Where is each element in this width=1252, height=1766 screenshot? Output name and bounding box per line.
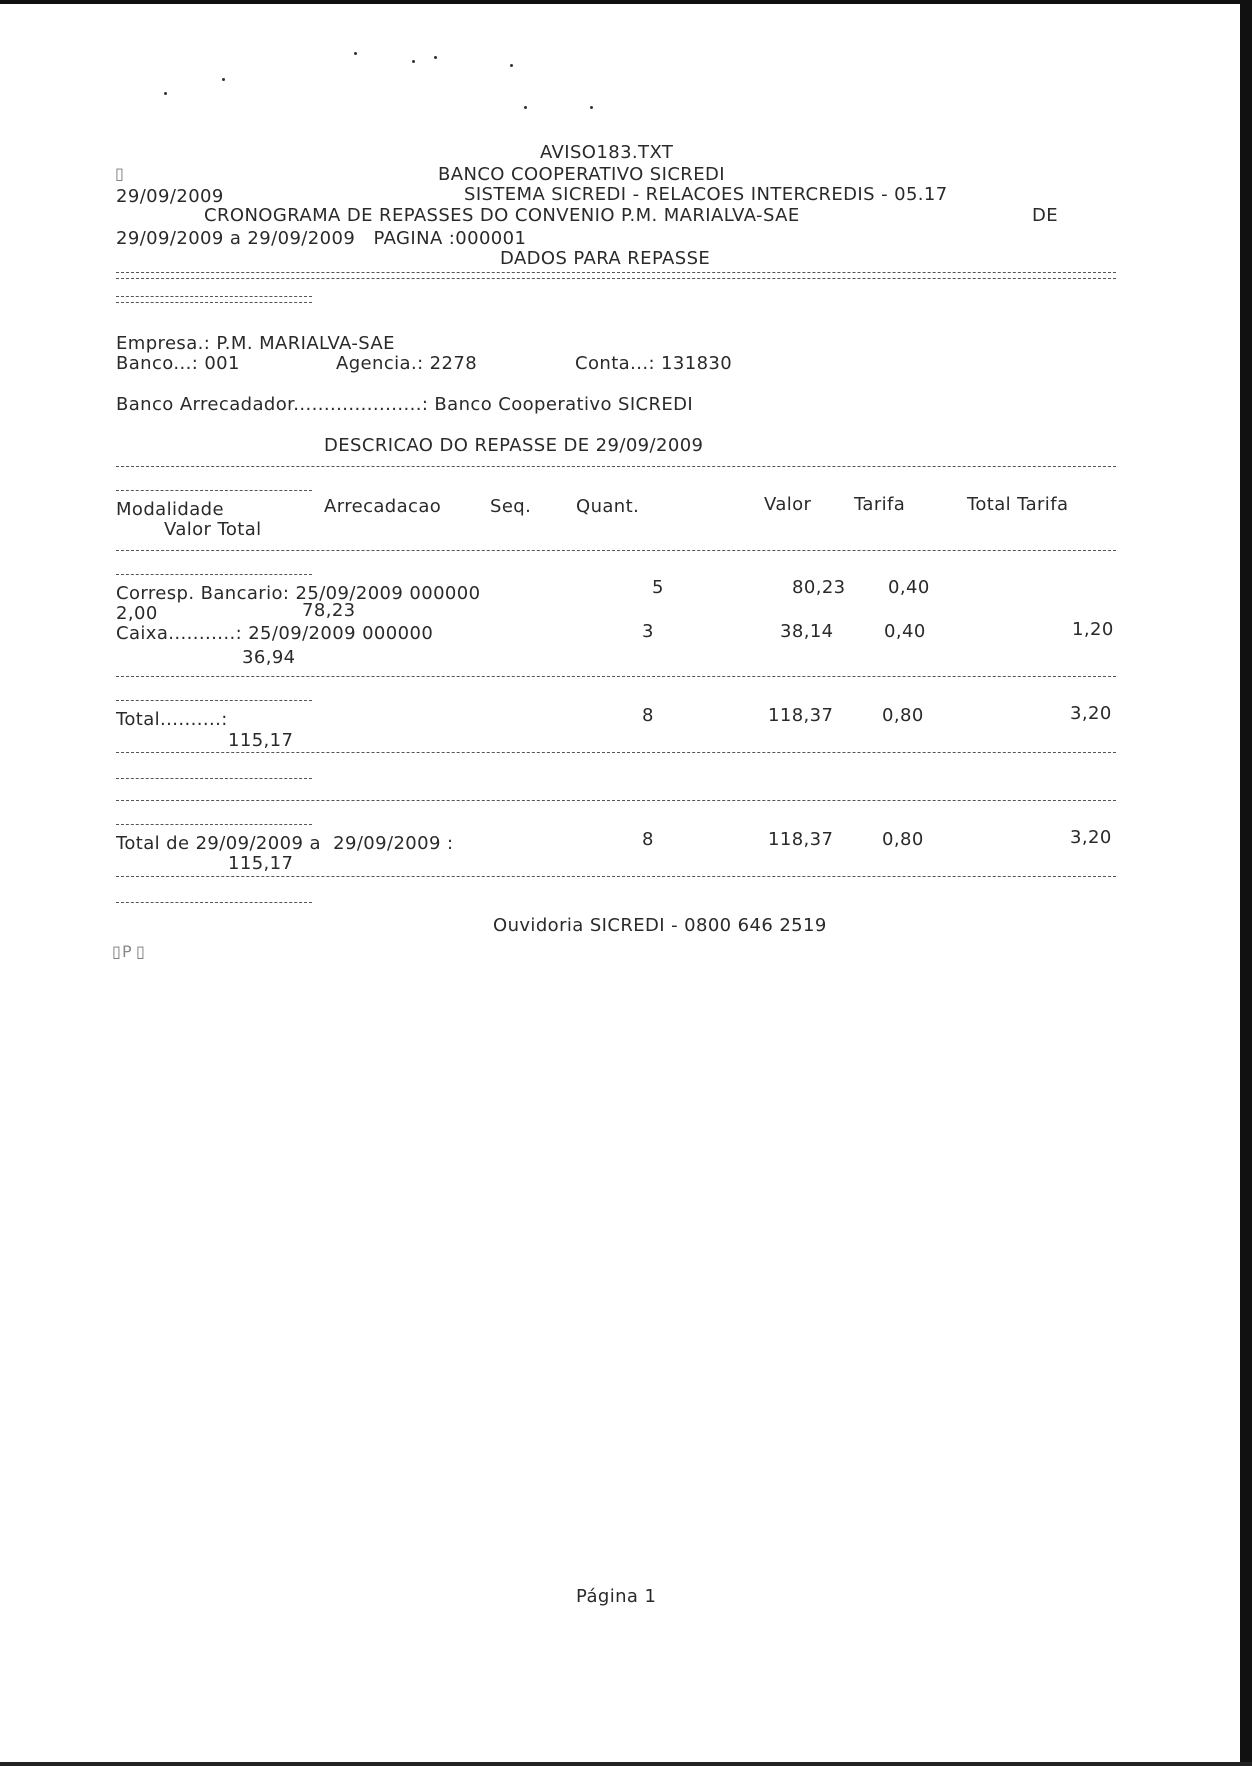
row-valor: 80,23 bbox=[792, 577, 846, 598]
period-total-valor: 118,37 bbox=[768, 829, 834, 850]
col-total-tarifa: Total Tarifa bbox=[967, 494, 1069, 515]
row-tarifa: 0,40 bbox=[888, 577, 930, 598]
description-title: DESCRICAO DO REPASSE DE 29/09/2009 bbox=[324, 435, 704, 456]
row-tarifa: 0,40 bbox=[884, 621, 926, 642]
dashed-rule bbox=[116, 550, 1116, 551]
dashed-rule bbox=[116, 824, 312, 825]
period-total-valor-total: 115,17 bbox=[228, 853, 294, 874]
scan-edge-bottom bbox=[0, 1762, 1252, 1766]
scan-speck bbox=[164, 92, 167, 95]
header-date: 29/09/2009 bbox=[116, 186, 224, 207]
scan-edge-right bbox=[1240, 0, 1252, 1766]
control-char-icon: ▯ bbox=[112, 942, 121, 961]
dashed-rule bbox=[116, 876, 1116, 877]
footer-marker: P bbox=[122, 942, 133, 961]
header-de: DE bbox=[1032, 205, 1059, 226]
company-banco: Banco...: 001 bbox=[116, 353, 240, 374]
col-seq: Seq. bbox=[490, 496, 532, 517]
col-modalidade: Modalidade bbox=[116, 499, 224, 520]
scan-speck bbox=[412, 60, 415, 63]
dashed-rule bbox=[116, 700, 312, 701]
company-agencia: Agencia.: 2278 bbox=[336, 353, 478, 374]
dashed-rule bbox=[116, 752, 1116, 753]
row-quant: 3 bbox=[642, 621, 654, 642]
row-valor-total: 78,23 bbox=[302, 600, 356, 621]
period-total-total-tarifa: 3,20 bbox=[1070, 827, 1112, 848]
header-section: DADOS PARA REPASSE bbox=[500, 248, 711, 269]
dashed-rule bbox=[116, 574, 312, 575]
col-arrecadacao: Arrecadacao bbox=[324, 496, 442, 517]
scan-edge-top bbox=[0, 0, 1252, 4]
double-rule bbox=[116, 272, 1116, 279]
control-char-icon: ▯ bbox=[136, 942, 145, 961]
col-valor: Valor bbox=[764, 494, 812, 515]
scan-speck bbox=[510, 64, 513, 67]
double-rule bbox=[116, 296, 312, 303]
total-label: Total..........: bbox=[116, 709, 228, 730]
row-quant: 5 bbox=[652, 577, 664, 598]
col-quant: Quant. bbox=[576, 496, 640, 517]
row-valor: 38,14 bbox=[780, 621, 834, 642]
col-valor-total: Valor Total bbox=[164, 519, 262, 540]
period-total-quant: 8 bbox=[642, 829, 654, 850]
row-label: Corresp. Bancario: 25/09/2009 000000 bbox=[116, 583, 481, 604]
period-total-label: Total de 29/09/2009 a 29/09/2009 : bbox=[116, 833, 454, 854]
dashed-rule bbox=[116, 490, 312, 491]
scan-speck bbox=[590, 106, 593, 109]
total-tarifa: 0,80 bbox=[882, 705, 924, 726]
scan-speck bbox=[222, 78, 225, 81]
header-bank: BANCO COOPERATIVO SICREDI bbox=[438, 164, 725, 185]
company-conta: Conta...: 131830 bbox=[575, 353, 733, 374]
total-quant: 8 bbox=[642, 705, 654, 726]
row-total-tarifa: 1,20 bbox=[1072, 619, 1114, 640]
dashed-rule bbox=[116, 800, 1116, 801]
dashed-rule bbox=[116, 778, 312, 779]
dashed-rule bbox=[116, 466, 1116, 467]
period-total-tarifa: 0,80 bbox=[882, 829, 924, 850]
scan-speck bbox=[434, 56, 437, 59]
row-total-tarifa: 2,00 bbox=[116, 603, 158, 624]
company-arrecadador: Banco Arrecadador.....................: Banco Cooperativo SICREDI bbox=[116, 394, 694, 415]
header-schedule: CRONOGRAMA DE REPASSES DO CONVENIO P.M. MARIALVA-SAE bbox=[204, 205, 800, 226]
col-tarifa: Tarifa bbox=[854, 494, 906, 515]
control-char-icon: ▯ bbox=[115, 164, 124, 183]
total-total-tarifa: 3,20 bbox=[1070, 703, 1112, 724]
dashed-rule bbox=[116, 902, 312, 903]
dashed-rule bbox=[116, 676, 1116, 677]
company-empresa: Empresa.: P.M. MARIALVA-SAE bbox=[116, 333, 395, 354]
scan-speck bbox=[524, 106, 527, 109]
page-number: Página 1 bbox=[576, 1586, 657, 1607]
scan-speck bbox=[354, 52, 357, 55]
total-valor: 118,37 bbox=[768, 705, 834, 726]
footer-ouvidoria: Ouvidoria SICREDI - 0800 646 2519 bbox=[493, 915, 827, 936]
header-system: SISTEMA SICREDI - RELACOES INTERCREDIS - 05.17 bbox=[464, 184, 948, 205]
total-valor-total: 115,17 bbox=[228, 730, 294, 751]
row-valor-total: 36,94 bbox=[242, 647, 296, 668]
row-label: Caixa...........: 25/09/2009 000000 bbox=[116, 623, 434, 644]
header-period-page: 29/09/2009 a 29/09/2009 PAGINA :000001 bbox=[116, 228, 527, 249]
header-filename: AVISO183.TXT bbox=[540, 142, 674, 163]
